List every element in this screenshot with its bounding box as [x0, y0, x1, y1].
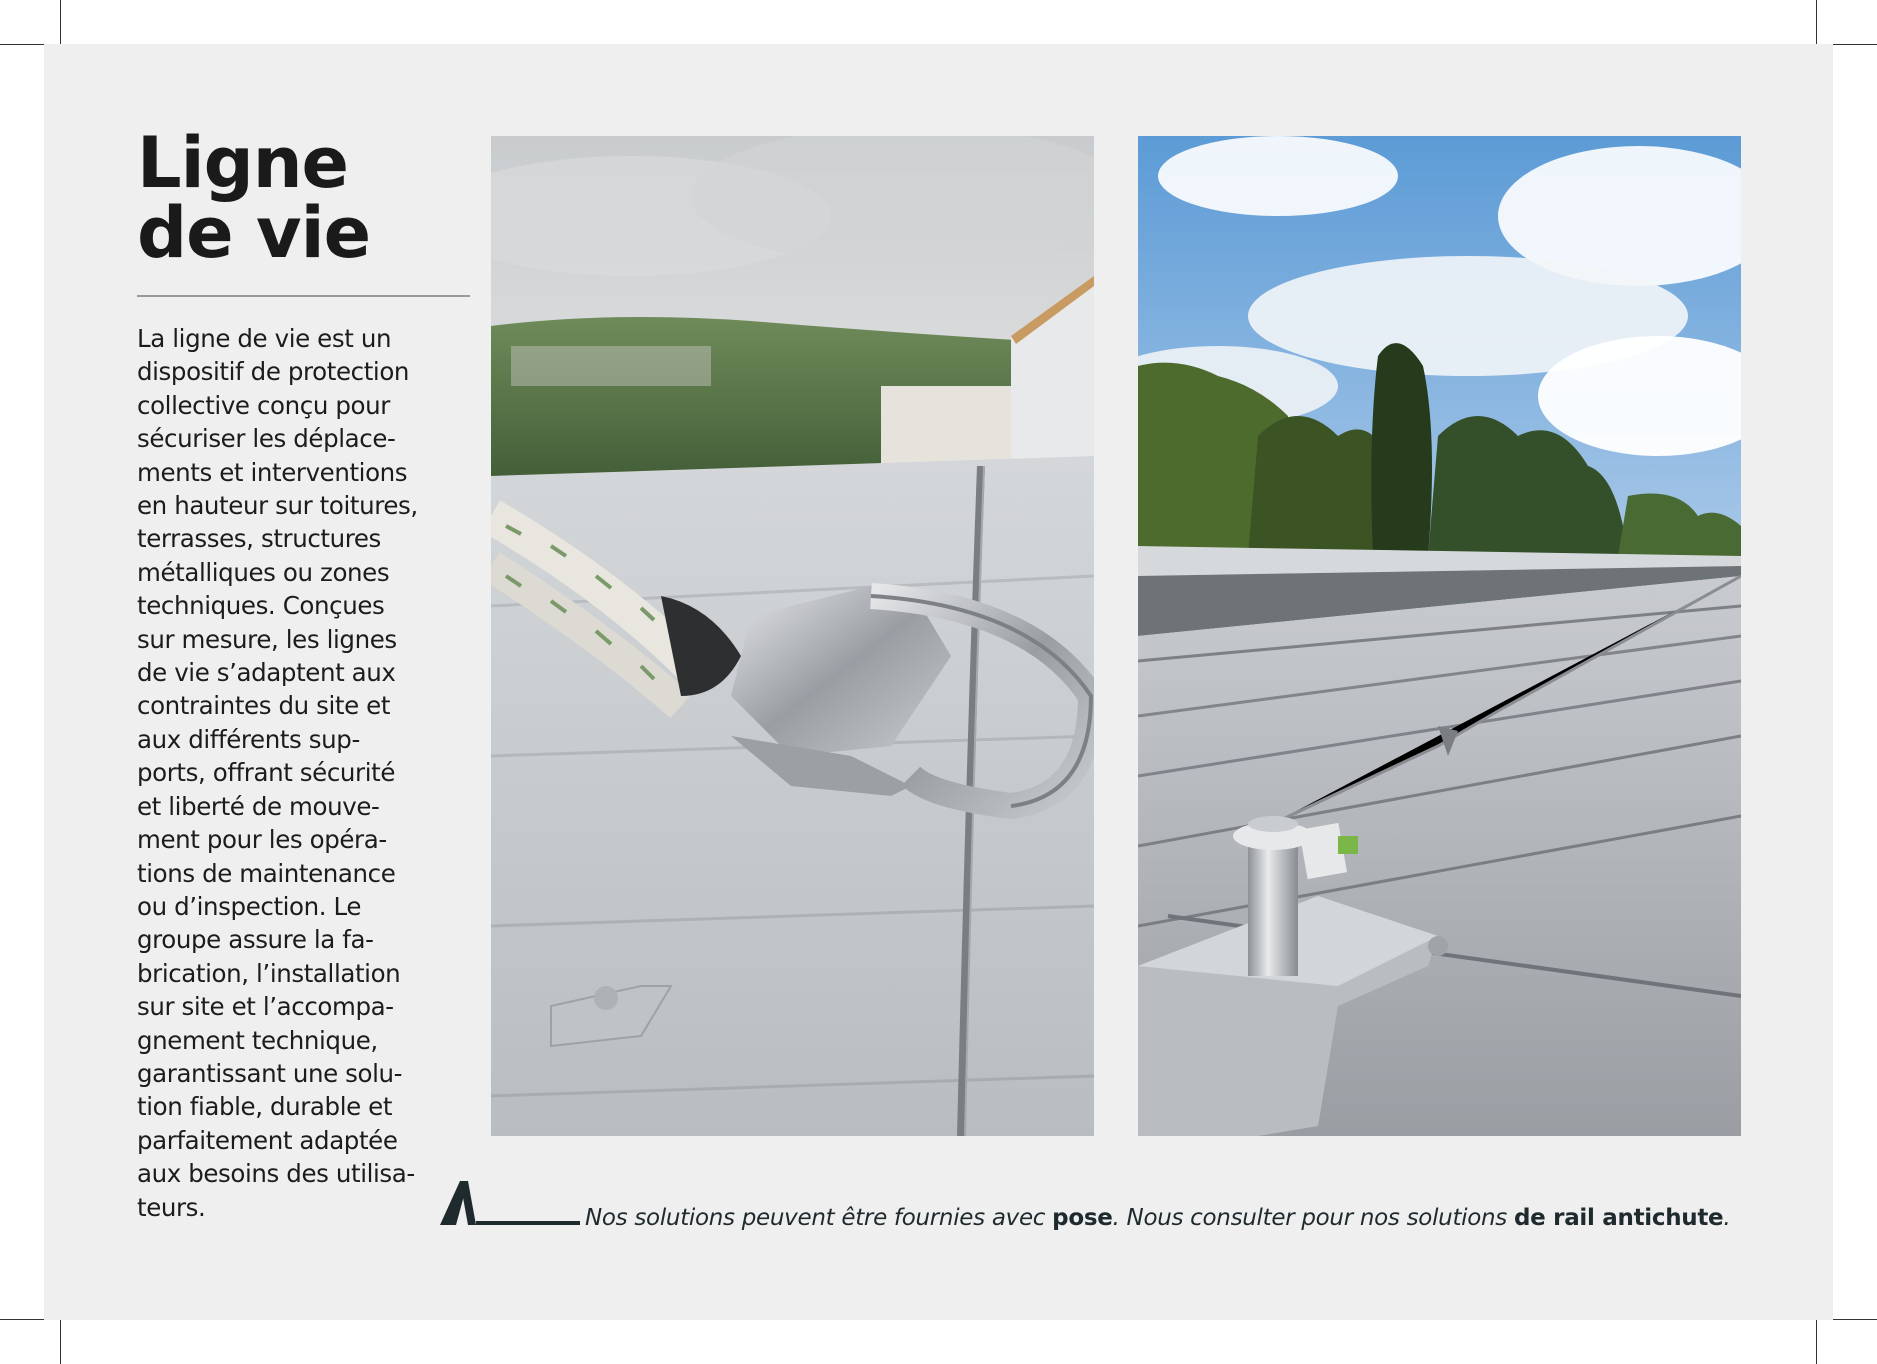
body-line: et liberté de mouve-: [137, 791, 380, 821]
footer-text-1: Nos solutions peuvent être fournies avec: [585, 1205, 1053, 1231]
crop-mark: [60, 1318, 61, 1364]
body-line: ou d’inspection. Le: [137, 891, 362, 921]
body-line: tions de maintenance: [137, 858, 396, 888]
body-line: brication, l’installation: [137, 958, 401, 988]
crop-mark: [0, 44, 48, 45]
photo-anchor-post: [1138, 136, 1741, 1136]
body-line: dispositif de protection: [137, 357, 410, 387]
body-line: aux différents sup-: [137, 724, 360, 754]
body-line: de vie s’adaptent aux: [137, 658, 396, 688]
body-line: techniques. Conçues: [137, 591, 385, 621]
crop-mark: [1829, 1319, 1877, 1320]
body-line: ment pour les opéra-: [137, 825, 387, 855]
footer-text-3: .: [1723, 1205, 1731, 1231]
crop-mark: [60, 0, 61, 46]
footer-note: [585, 1203, 1730, 1233]
footer-text-2: . Nous consulter pour nos solutions: [1112, 1205, 1514, 1231]
body-line: groupe assure la fa-: [137, 925, 374, 955]
footer-bold-pose: pose: [1052, 1205, 1113, 1231]
crop-mark: [1816, 1318, 1817, 1364]
footer-bold-rail: de rail antichute: [1514, 1205, 1724, 1231]
page-title: [137, 122, 477, 274]
description-paragraph: [137, 322, 447, 1224]
brand-logo-mark: [436, 1177, 581, 1227]
body-line: sur site et l’accompa-: [137, 992, 394, 1022]
title-divider: [137, 295, 470, 297]
body-line: métalliques ou zones: [137, 557, 390, 587]
body-line: sur mesure, les lignes: [137, 624, 397, 654]
body-line: en hauteur sur toitures,: [137, 491, 418, 521]
title-line-1: Ligne: [137, 122, 349, 204]
photo-carabiner: [491, 136, 1094, 1136]
body-line: tion fiable, durable et: [137, 1092, 393, 1122]
body-line: teurs.: [137, 1192, 206, 1222]
crop-mark: [1816, 0, 1817, 46]
body-line: ports, offrant sécurité: [137, 758, 396, 788]
crop-mark: [1829, 44, 1877, 45]
body-line: La ligne de vie est un: [137, 324, 392, 353]
body-line: parfaitement adaptée: [137, 1125, 398, 1155]
body-line: aux besoins des utilisa-: [137, 1159, 415, 1189]
body-line: contraintes du site et: [137, 691, 391, 721]
body-line: ments et interventions: [137, 457, 408, 487]
body-line: collective conçu pour: [137, 390, 390, 420]
title-line-2: de vie: [137, 192, 371, 274]
body-line: terrasses, structures: [137, 524, 381, 554]
body-line: garantissant une solu-: [137, 1058, 403, 1088]
crop-mark: [0, 1319, 48, 1320]
body-line: sécuriser les déplace-: [137, 424, 396, 454]
body-line: gnement technique,: [137, 1025, 378, 1055]
